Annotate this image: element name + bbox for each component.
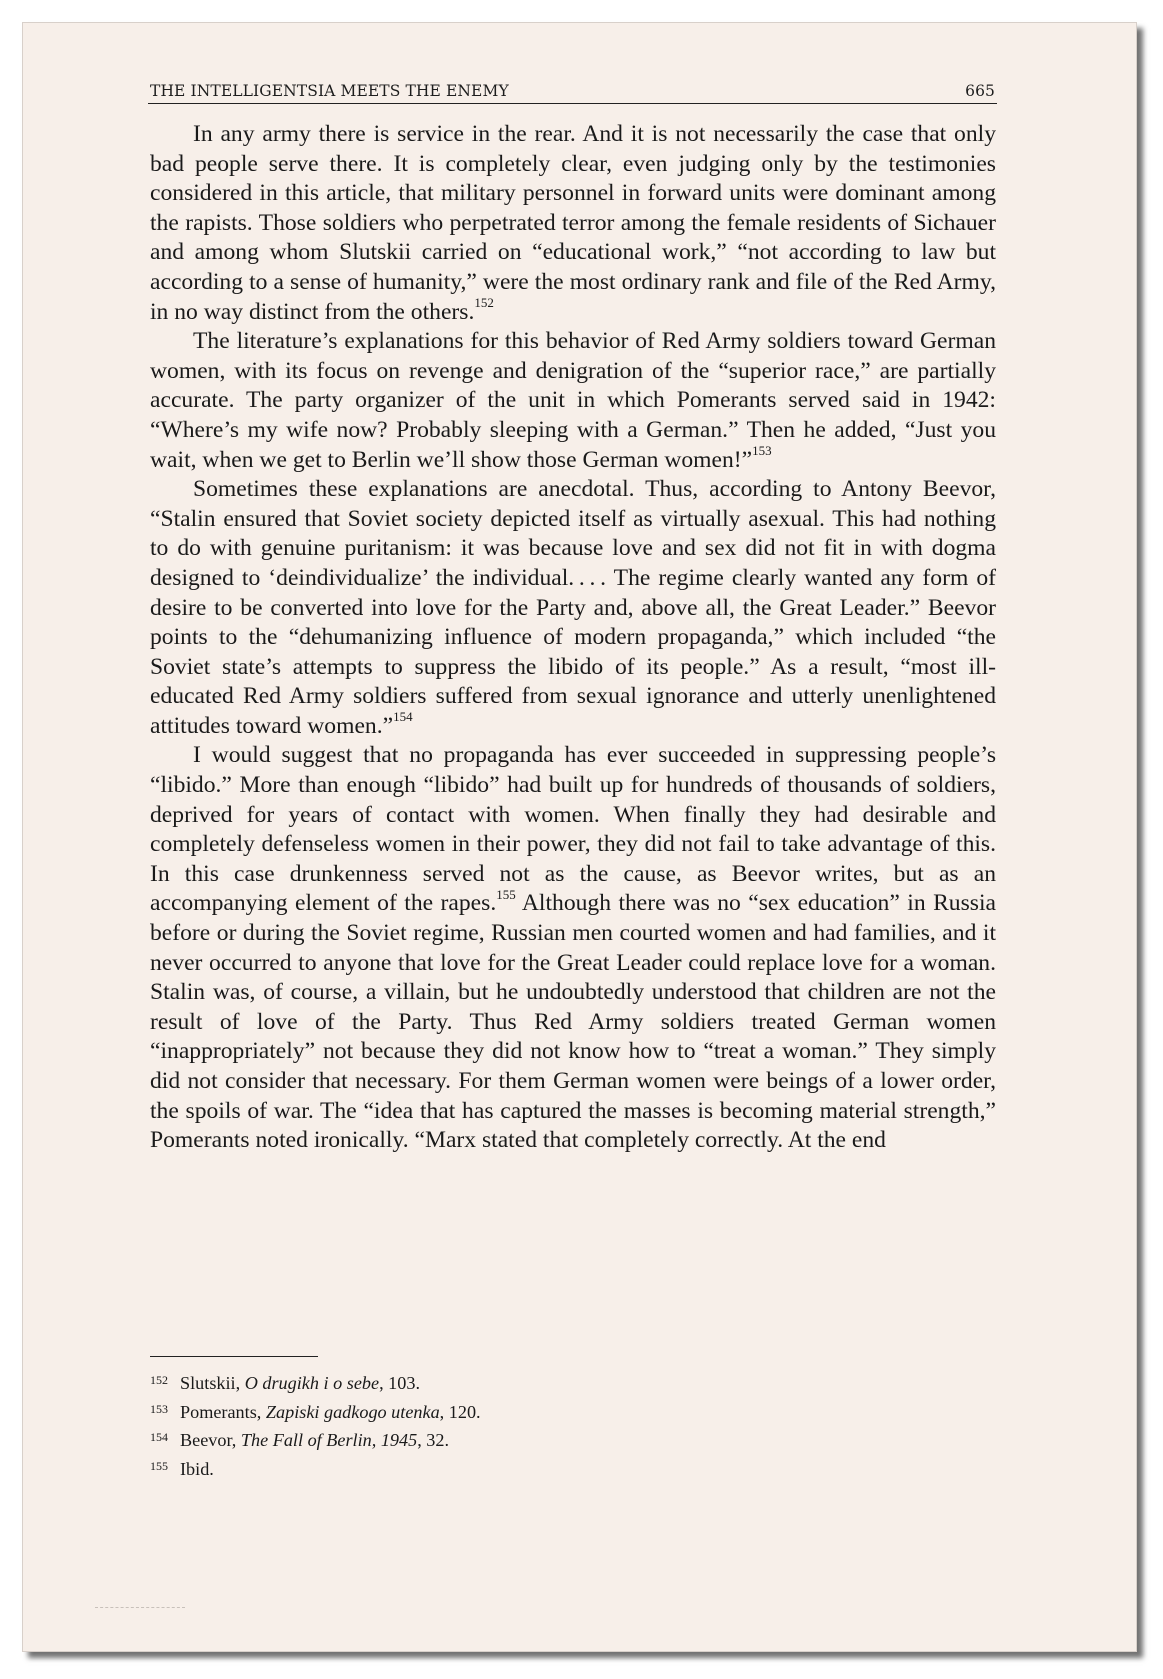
- footnote-number: 153: [150, 1401, 168, 1416]
- footnote-ref: 152: [474, 294, 494, 310]
- paragraph-text: The literature’s explanations for this behavior of Red Army soldiers toward German women, with its focus on revenge and denigration of the “superior race,” are partially accurate. The party organizer of the unit in which Pomerants served said in 1942: “Where’s my wife now? Probably sleeping with a German.” Then he added, “Just you wait, when we get to Berlin we’ll show those German women!”: [150, 328, 996, 473]
- paragraph-text: In any army there is service in the rear. And it is not necessarily the case that only bad people serve there. It is completely clear, even judging only by the testimonies considered in this article, that military personnel in forward units were dominant among the rapists. Those soldiers who perpetrated terror among the female residents of Sichauer and among whom Slutskii carried on “educational work,” “not according to law but according to a sense of humanity,” were the most ordinary rank and file of the Red Army, in no way distinct from the others.: [150, 121, 996, 325]
- paragraph-text: Sometimes these explanations are anecdotal. Thus, according to Antony Beevor, “Stalin ensured that Soviet society depicted itself as virtually asexual. This had nothing to do with genuine puritanism: it was because love and sex did not fit in with dogma designed to ‘deindividualize’ the individual. . . . The regime clearly wanted any form of desire to be converted into love for the Party and, above all, the Great Leader.” Beevor points to the “dehumanizing influence of modern propaganda,” which included “the Soviet state’s attempts to suppress the libido of its people.” As a result, “most ill-educated Red Army soldiers suffered from sexual ignorance and utterly unenlightened attitudes toward women.”: [150, 476, 996, 739]
- footnote-ref: 155: [496, 886, 516, 902]
- paragraph: [150, 120, 996, 327]
- page-number: 665: [965, 82, 995, 100]
- footnote-rest: , 32.: [417, 1430, 450, 1450]
- footnote-number: 155: [150, 1458, 168, 1473]
- footnote-number: 152: [150, 1373, 168, 1387]
- footnote: [150, 1427, 996, 1456]
- body-text: [150, 120, 996, 1156]
- footnotes: [150, 1370, 996, 1484]
- footnote-title: Zapiski gadkogo utenka: [265, 1401, 440, 1422]
- footnote-ref: 153: [752, 442, 772, 458]
- paragraph: [150, 741, 996, 1155]
- paragraph-text: Although there was no “sex education” in Russia before or during the Soviet regime, Russian men courted women and had families, and it never occurred to anyone that love for the Great Leader could replace love for a woman. Stalin was, of course, a villain, but he undoubtedly understood that children are not the result of love of the Party. Thus Red Army soldiers treated German women “inappropriately” not because they did not know how to “treat a woman.” They simply did not consider that necessary. For them German women were beings of a lower order, the spoils of war. The “idea that has captured the masses is becoming material strength,” Pomerants noted ironically. “Marx stated that completely correctly. At the end: [150, 890, 996, 1154]
- running-title: THE INTELLIGENTSIA MEETS THE ENEMY: [150, 82, 509, 100]
- footnote-author: Ibid.: [180, 1458, 214, 1479]
- footnote-number: 154: [150, 1430, 168, 1444]
- paragraph-text: I would suggest that no propaganda has ever succeeded in suppressing people’s “libido.” More than enough “libido” had built up for hundreds of thousands of soldiers, deprived for years of contact with women. When finally they had desirable and completely defenseless women in their power, they did not fail to take advantage of this. In this case drunkenness served not as the cause, as Beevor writes, but as an accompanying element of the rapes.: [150, 742, 996, 917]
- footnote-rest: , 120.: [439, 1401, 481, 1422]
- footnote-author: Pomerants,: [180, 1401, 266, 1422]
- paragraph: [150, 475, 996, 741]
- scan-artifact: [95, 1607, 185, 1608]
- paragraph: [150, 327, 996, 475]
- running-header: [148, 81, 997, 104]
- footnote-title: The Fall of Berlin, 1945: [240, 1430, 418, 1450]
- footnote: [150, 1399, 996, 1428]
- footnote-author: Slutskii,: [180, 1373, 245, 1393]
- footnote-rest: , 103.: [379, 1373, 420, 1393]
- footnote-title: O drugikh i o sebe: [244, 1373, 380, 1393]
- footnote-ref: 154: [393, 709, 413, 725]
- footnote: [150, 1456, 996, 1485]
- footnote: [150, 1370, 996, 1399]
- footnote-author: Beevor,: [180, 1430, 241, 1450]
- footnote-divider: [150, 1356, 318, 1357]
